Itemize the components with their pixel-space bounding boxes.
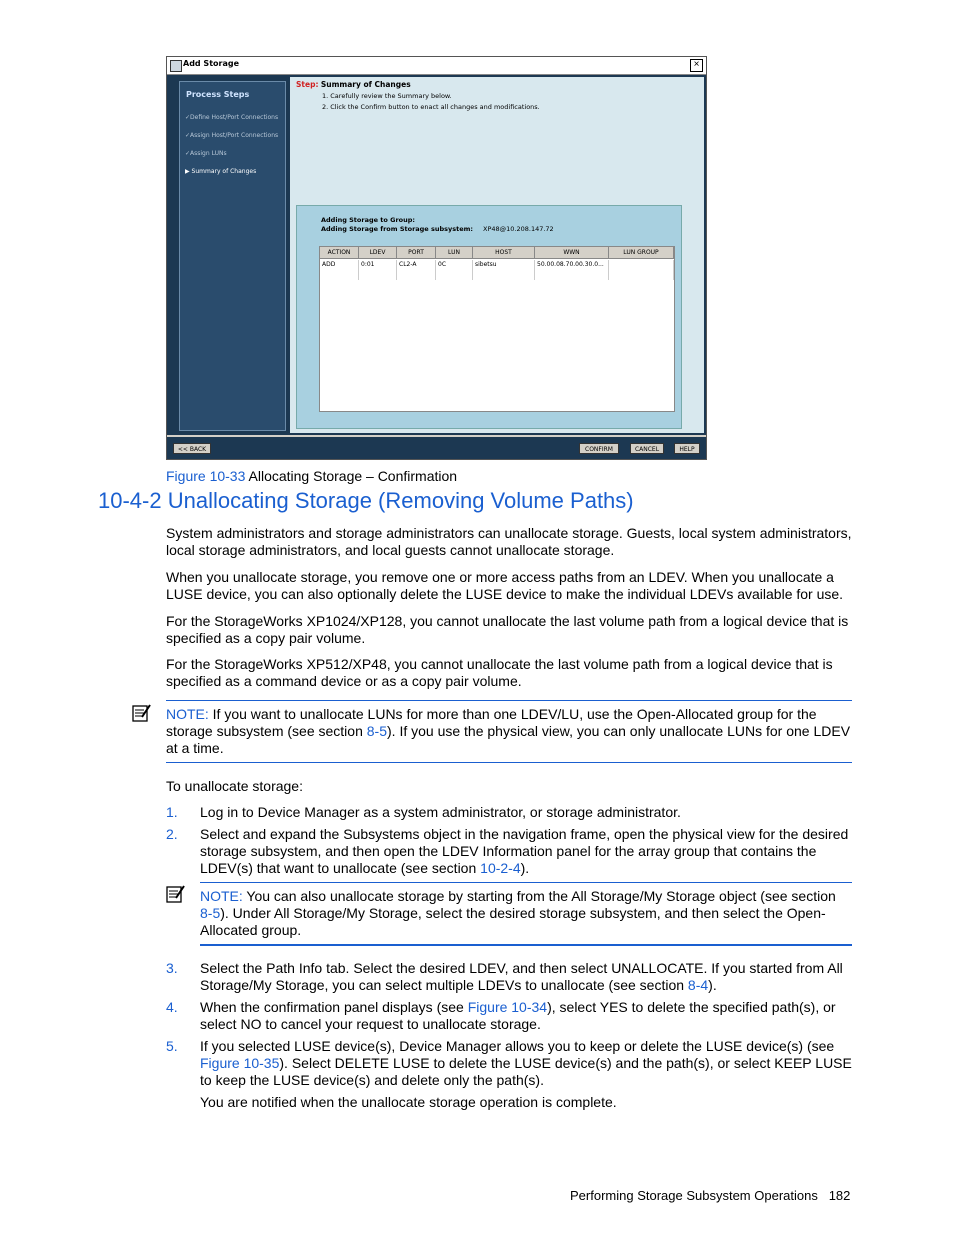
table-header[interactable]: WWN <box>535 247 609 259</box>
table-header[interactable]: LUN GROUP <box>609 247 674 259</box>
note-text <box>166 706 852 757</box>
page-footer <box>570 1188 850 1203</box>
table-header[interactable]: LUN <box>436 247 473 259</box>
figure-link[interactable]: Figure 10-35 <box>200 1055 280 1071</box>
step-text <box>200 826 856 877</box>
step-text-part: Select the Path Info tab. Select the desired LDEV, and then select UNALLOCATE. If you started from All Storage/My Storage, you can select multiple LDEVs to unallocate (see section <box>200 960 843 993</box>
group-label: Adding Storage to Group: <box>321 216 415 224</box>
help-button[interactable]: HELP <box>674 443 700 454</box>
note-divider <box>200 944 852 946</box>
summary-panel <box>296 205 682 429</box>
table-header[interactable]: PORT <box>397 247 436 259</box>
step-text <box>200 960 856 994</box>
note-label: NOTE: <box>166 706 209 722</box>
table-cell[interactable]: CL2-A <box>397 260 436 280</box>
paragraph: System administrators and storage administrators can unallocate storage. Guests, local system administrators, local storage administrators, and local guests cannot unallocate storage. <box>166 525 852 558</box>
table-header[interactable]: LDEV <box>359 247 397 259</box>
step-number: 4. <box>166 999 178 1015</box>
summary-pane <box>290 77 704 433</box>
confirm-button[interactable]: CONFIRM <box>579 443 619 454</box>
step-text-part: If you selected LUSE device(s), Device Manager allows you to keep or delete the LUSE device(s) (see <box>200 1038 835 1054</box>
close-icon[interactable]: × <box>690 59 703 72</box>
paragraph: When you unallocate storage, you remove one or more access paths from an LDEV. When you unallocate a LUSE device, you can also optionally delete the LUSE device to make the individual LDEVs available for use. <box>166 569 844 602</box>
note-divider <box>166 700 852 701</box>
figure-link[interactable]: Figure 10-34 <box>467 999 548 1015</box>
subsystem-value: XP48@10.208.147.72 <box>483 225 554 233</box>
footer-title: Performing Storage Subsystem Operations <box>570 1188 818 1203</box>
step-text-part: ). <box>520 860 530 876</box>
process-steps-pane <box>179 81 286 431</box>
table-cell[interactable]: ADD <box>320 260 359 280</box>
step-text-part: ). Select DELETE LUSE to delete the LUSE device(s) and the path(s), or select KEEP LUSE to keep the LUSE device(s) and delete only the path(s). <box>200 1055 852 1088</box>
step-heading <box>296 80 411 89</box>
table-header[interactable]: HOST <box>473 247 535 259</box>
table-cell[interactable]: 50.00.08.70.00.30.0... <box>535 260 609 280</box>
note-icon <box>132 703 152 723</box>
note-icon <box>166 884 186 904</box>
section-link[interactable]: 8-4 <box>687 977 709 993</box>
process-step-current[interactable]: ▶ Summary of Changes <box>185 168 257 175</box>
cancel-button[interactable]: CANCEL <box>630 443 664 454</box>
note-text-part: ). Under All Storage/My Storage, select the desired storage subsystem, and then select the Open-Allocated group. <box>200 905 826 938</box>
process-step[interactable]: ✓Assign LUNs <box>185 150 227 157</box>
section-heading: 10-4-2 Unallocating Storage (Removing Volume Paths) <box>98 488 634 513</box>
process-step[interactable]: ✓Define Host/Port Connections <box>185 114 279 121</box>
step-text-part: ), select YES to delete the specified path(s), or select NO to cancel your request to unallocate storage. <box>200 999 836 1032</box>
step-text-part: Select and expand the Subsystems object in the navigation frame, open the physical view for the desired storage subsystem, and then open the LDEV Information panel for the array group that contains the LDEV(s) that want to unallocate (see section <box>200 826 849 876</box>
subsystem-label: Adding Storage from Storage subsystem: <box>321 225 473 233</box>
step-text-part: ). <box>708 977 717 993</box>
step-text-part: When the confirmation panel displays (see <box>200 999 468 1015</box>
note-text-part: ). If you use the physical view, you can only unallocate LUNs for one LDEV at a time. <box>166 723 851 756</box>
table-cell[interactable] <box>609 260 674 280</box>
intro-text: To unallocate storage: <box>166 778 303 794</box>
caption-text: Allocating Storage – Confirmation <box>245 468 458 484</box>
add-storage-window <box>166 56 707 460</box>
figure-ref-link[interactable]: Figure 10-33 <box>166 468 246 484</box>
table-cell[interactable]: 0C <box>436 260 473 280</box>
instruction: 1. Carefully review the Summary below. <box>322 92 452 100</box>
note-text <box>200 888 852 939</box>
note-divider <box>166 762 852 763</box>
step-text <box>200 999 856 1033</box>
changes-table <box>319 246 675 412</box>
step-number: 1. <box>166 804 178 820</box>
step-text: Log in to Device Manager as a system administrator, or storage administrator. <box>200 804 681 820</box>
step-text <box>200 1038 856 1089</box>
window-titlebar <box>167 57 706 75</box>
section-link[interactable]: 8-5 <box>366 723 387 739</box>
note-text-part: If you want to unallocate LUNs for more than one LDEV/LU, use the Open-Allocated group for the storage subsystem (see section <box>166 706 817 739</box>
window-title: Add Storage <box>183 59 240 68</box>
section-link[interactable]: 8-5 <box>200 905 221 921</box>
table-cell[interactable]: 0:01 <box>359 260 397 280</box>
step-title: Summary of Changes <box>320 80 411 89</box>
page-number: 182 <box>828 1188 851 1203</box>
process-step[interactable]: ✓Assign Host/Port Connections <box>185 132 279 139</box>
step-followup-text: You are notified when the unallocate storage operation is complete. <box>200 1094 617 1110</box>
button-bar <box>167 437 706 459</box>
paragraph: For the StorageWorks XP512/XP48, you cannot unallocate the last volume path from a logical device that is specified as a command device or as a copy pair volume. <box>166 656 833 689</box>
note-label: NOTE: <box>200 888 243 904</box>
figure-caption <box>166 468 457 484</box>
process-steps-title: Process Steps <box>186 90 250 99</box>
section-link[interactable]: 10-2-4 <box>480 860 521 876</box>
window-body <box>167 75 706 435</box>
step-number: 3. <box>166 960 178 976</box>
note-divider <box>200 882 852 883</box>
subsystem-line <box>321 225 554 233</box>
step-prefix: Step: <box>296 80 319 89</box>
table-cell[interactable]: sibetsu <box>473 260 535 280</box>
back-button[interactable]: << BACK <box>173 443 211 454</box>
note-text-part: You can also unallocate storage by starting from the All Storage/My Storage object (see section <box>242 888 836 904</box>
app-icon <box>170 60 182 72</box>
paragraph: For the StorageWorks XP1024/XP128, you cannot unallocate the last volume path from a logical device that is specified as a copy pair volume. <box>166 613 849 646</box>
instruction: 2. Click the Confirm button to enact all changes and modifications. <box>322 103 540 111</box>
step-number: 2. <box>166 826 178 842</box>
table-header[interactable]: ACTION <box>320 247 359 259</box>
step-number: 5. <box>166 1038 178 1054</box>
